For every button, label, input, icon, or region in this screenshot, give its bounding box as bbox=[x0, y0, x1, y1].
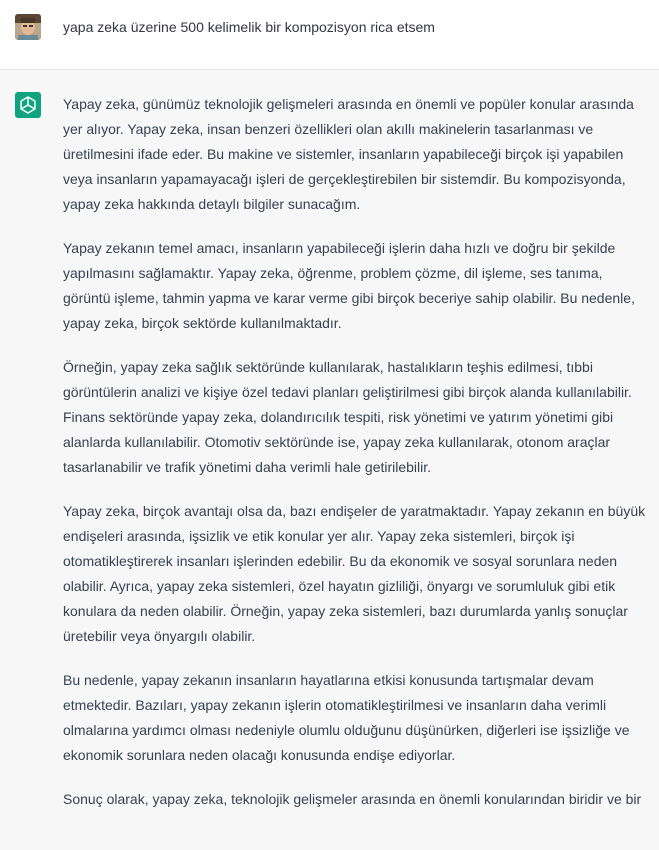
user-message-text: yapa zeka üzerine 500 kelimelik bir kompozisyon rica etsem bbox=[63, 19, 435, 35]
assistant-message-row bbox=[0, 70, 659, 850]
user-message-row bbox=[0, 0, 659, 70]
answer-paragraph-2: Yapay zekanın temel amacı, insanların yapabileceği işlerin daha hızlı ve doğru bir şekilde yapılmasını sağlamaktır. Yapay zeka, öğrenme, problem çözme, dil işleme, ses tanıma, görüntü işleme, tahmin yapma ve karar verme gibi birçok beceriye sahip olabilir. Bu nedenle, yapay zeka, birçok sektörde kullanılmaktadır. bbox=[63, 240, 635, 331]
answer-paragraph-5: Bu nedenle, yapay zekanın insanların hayatlarına etkisi konusunda tartışmalar devam etmektedir. Bazıları, yapay zekanın işlerin otomatikleştirilmesi ve insanların daha verimli olmalarına yardımcı olması nedeniyle olumlu olduğunu düşünürken, diğerleri ise işsizliğe ve ekonomik sorunlara neden olacağı konusunda endişe ediyorlar. bbox=[63, 672, 630, 763]
user-photo-avatar-icon bbox=[15, 14, 41, 40]
assistant-answer bbox=[63, 92, 651, 831]
openai-logo-icon bbox=[15, 92, 41, 118]
answer-paragraph-1: Yapay zeka, günümüz teknolojik gelişmeleri arasında en önemli ve popüler konular arasında yer alıyor. Yapay zeka, insan benzeri özellikleri olan akıllı makinelerin tasarlanması ve üretilmesini ifade eder. Bu makine ve sistemler, insanların yapabileceği birçok işi yapabilen veya insanların yapamayacağı işleri de gerçekleştirebilen bir sistemdir. Bu kompozisyonda, yapay zeka hakkında detaylı bilgiler sunacağım. bbox=[63, 96, 634, 212]
user-avatar bbox=[15, 14, 41, 40]
answer-paragraph-6: Sonuç olarak, yapay zeka, teknolojik gelişmeler arasında en önemli konularından biridir ve bir bbox=[63, 791, 642, 807]
answer-paragraph-4: Yapay zeka, birçok avantajı olsa da, bazı endişeler de yaratmaktadır. Yapay zekanın en büyük endişeleri arasında, işsizlik ve etik konular yer alır. Yapay zeka sistemleri, birçok işi otomatikleştirerek insanları işlerinden edebilir. Bu da ekonomik ve sosyal sorunlara neden olabilir. Ayrıca, yapay zeka sistemleri, özel hayatın gizliliği, önyargı ve sorumluluk gibi etik konulara da neden olabilir. Örneğin, yapay zeka sistemleri, bazı durumlarda yanlış sonuçlar üretebilir veya önyargılı olabilir. bbox=[63, 503, 646, 644]
answer-paragraph-3: Örneğin, yapay zeka sağlık sektöründe kullanılarak, hastalıkların teşhis edilmesi, tıbbi görüntülerin analizi ve kişiye özel tedavi planları geliştirilmesi gibi birçok alanda kullanılabilir. Finans sektöründe yapay zeka, dolandırıcılık tespiti, risk yönetimi ve yatırım yönetimi gibi alanlarda kullanılabilir. Otomotiv sektöründe ise, yapay zeka kullanılarak, otonom araçlar tasarlanabilir ve trafik yönetimi daha verimli hale getirilebilir. bbox=[63, 359, 632, 475]
